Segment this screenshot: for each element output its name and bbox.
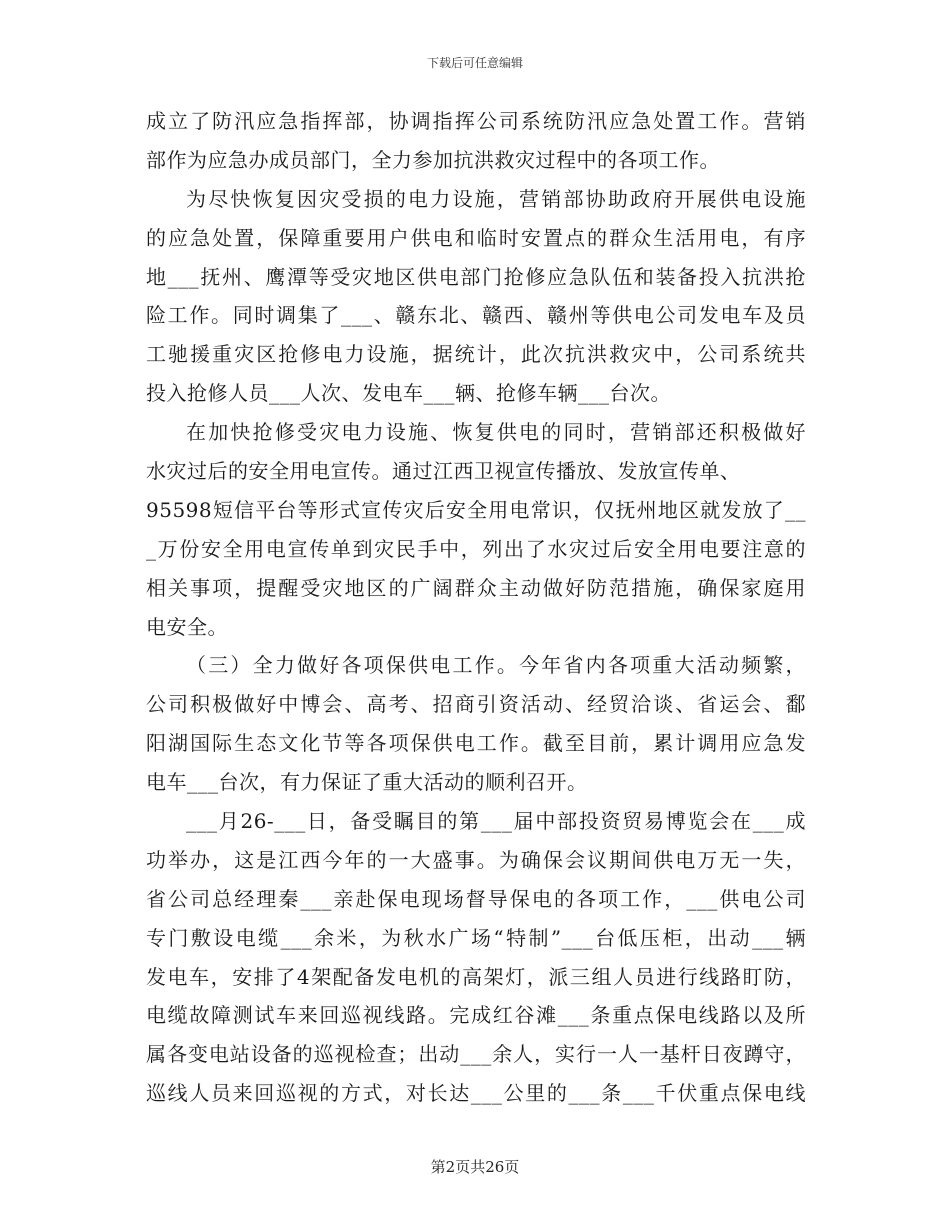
text-line: 功举办，这是江西今年的一大盛事。为确保会议期间供电万无一失， xyxy=(146,847,806,872)
text-line: 水灾过后的安全用电宣传。通过江西卫视宣传播放、发放宣传单、 xyxy=(146,459,741,484)
text-line: 电车___台次，有力保证了重大活动的顺利召开。 xyxy=(146,770,588,795)
text-line: 在加快抢修受灾电力设施、恢复供电的同时，营销部还积极做好 xyxy=(186,420,806,445)
text-line: 为尽快恢复因灾受损的电力设施，营销部协助政府开展供电设施 xyxy=(186,186,806,211)
text-line: 地___抚州、鹰潭等受灾地区供电部门抢修应急队伍和装备投入抗洪抢 xyxy=(146,264,806,289)
text-line: 发电车，安排了4架配备发电机的高架灯，派三组人员进行线路盯防， xyxy=(146,964,806,989)
text-line: 专门敷设电缆___余米，为秋水广场“特制”___台低压柜，出动___辆 xyxy=(146,925,806,950)
text-line: （三）全力做好各项保供电工作。今年省内各项重大活动频繁， xyxy=(186,653,806,678)
page-number-footer: 第2页共26页 xyxy=(430,1158,520,1176)
text-line: 95598短信平台等形式宣传灾后安全用电常识，仅抚州地区就发放了__ xyxy=(146,497,806,522)
text-line: 电缆故障测试车来回巡视线路。完成红谷滩___条重点保电线路以及所 xyxy=(146,1003,806,1028)
text-line: 阳湖国际生态文化节等各项保供电工作。截至目前，累计调用应急发 xyxy=(146,731,806,756)
text-line: 属各变电站设备的巡视检查；出动___余人，实行一人一基杆日夜蹲守， xyxy=(146,1042,806,1067)
text-line: 巡线人员来回巡视的方式，对长达___公里的___条___千伏重点保电线 xyxy=(146,1081,806,1106)
text-line: 险工作。同时调集了___、赣东北、赣西、赣州等供电公司发电车及员 xyxy=(146,303,806,328)
document-body xyxy=(146,102,806,1113)
text-line: 工驰援重灾区抢修电力设施，据统计，此次抗洪救灾中，公司系统共 xyxy=(146,342,806,367)
text-line: 公司积极做好中博会、高考、招商引资活动、经贸洽谈、省运会、鄱 xyxy=(146,692,806,717)
text-line: 部作为应急办成员部门，全力参加抗洪救灾过程中的各项工作。 xyxy=(146,147,720,172)
text-line: 相关事项，提醒受灾地区的广阔群众主动做好防范措施，确保家庭用 xyxy=(146,575,806,600)
page-header: 下载后可任意编辑 xyxy=(426,56,523,70)
text-line: 的应急处置，保障重要用户供电和临时安置点的群众生活用电，有序 xyxy=(146,225,806,250)
text-line: 成立了防汛应急指挥部，协调指挥公司系统防汛应急处置工作。营销 xyxy=(146,109,806,133)
text-line: 投入抢修人员___人次、发电车___辆、抢修车辆___台次。 xyxy=(146,381,671,406)
text-line: ___月26-___日，备受瞩目的第___届中部投资贸易博览会在___成 xyxy=(186,809,806,834)
text-line: 电安全。 xyxy=(146,614,228,639)
text-line: 省公司总经理秦___亲赴保电现场督导保电的各项工作，___供电公司 xyxy=(146,886,806,911)
text-line: _万份安全用电宣传单到灾民手中，列出了水灾过后安全用电要注意的 xyxy=(146,536,806,561)
